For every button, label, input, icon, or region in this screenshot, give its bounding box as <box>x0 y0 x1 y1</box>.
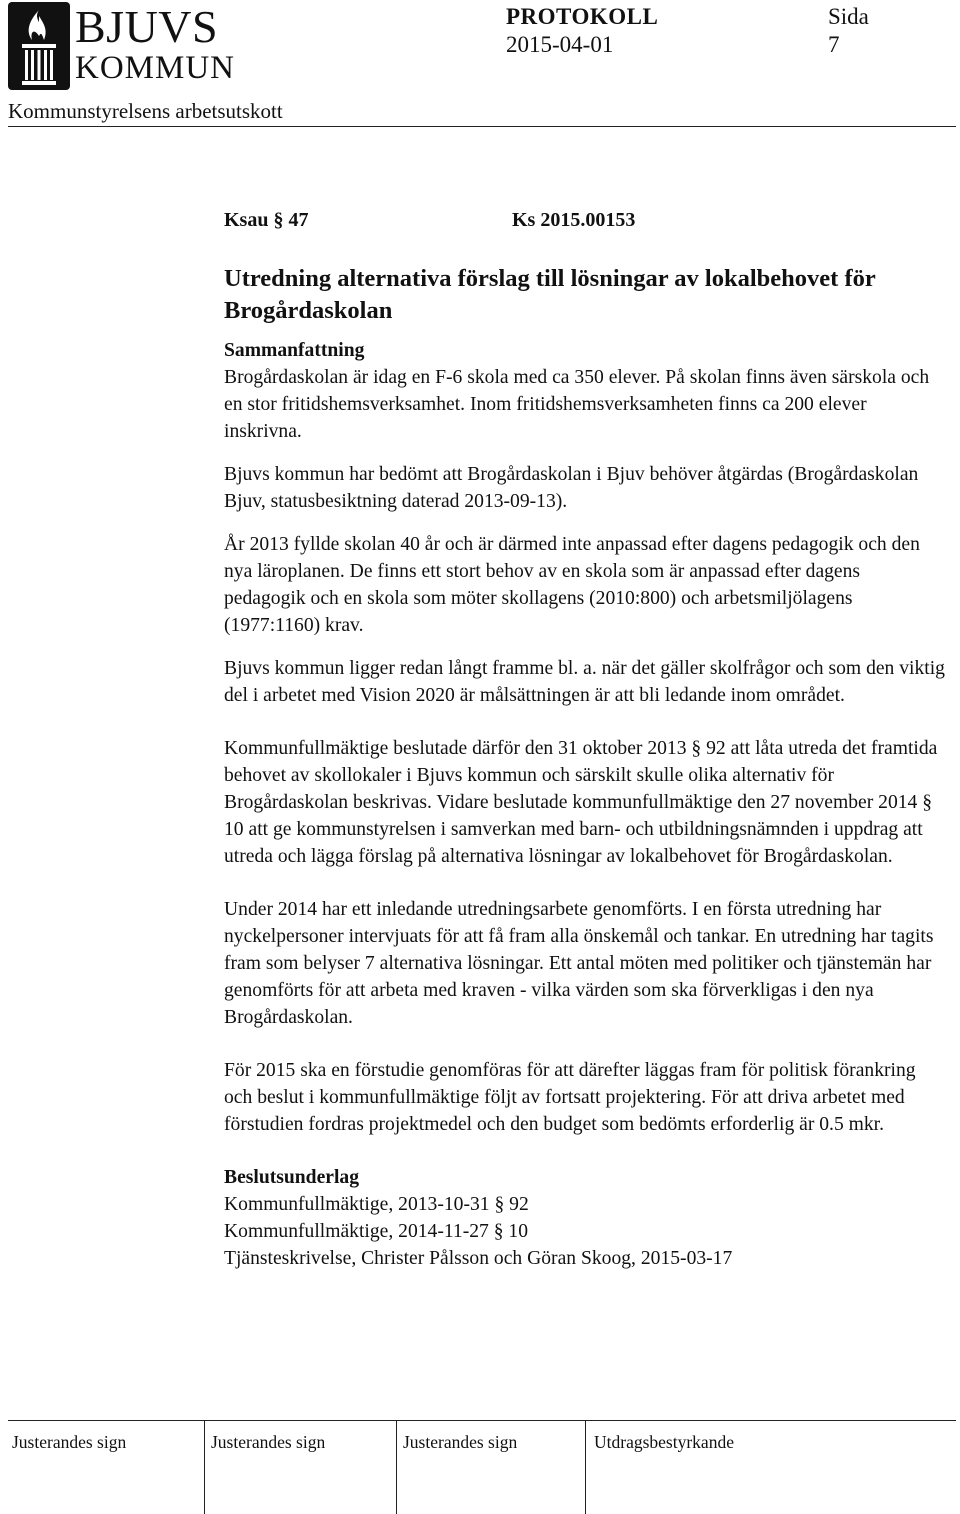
basis-item: Kommunfullmäktige, 2013-10-31 § 92 <box>224 1194 529 1215</box>
case-reference <box>224 207 946 243</box>
case-number: Ks 2015.00153 <box>512 209 636 231</box>
matter-title: Utredning alternativa förslag till lösningar av lokalbehovet för Brogårdaskolan <box>224 265 876 324</box>
adjuster-sign-3: Justerandes sign <box>403 1432 518 1452</box>
footer-column-divider <box>585 1420 586 1514</box>
adjuster-sign-1: Justerandes sign <box>12 1432 127 1452</box>
basis-item: Tjänsteskrivelse, Christer Pålsson och Göran Skoog, 2015-03-17 <box>224 1248 733 1269</box>
summary-paragraph-5: Kommunfullmäktige beslutade därför den 31 oktober 2013 § 92 att låta utreda det framtida behovet av skollokaler i Bjuvs kommun och särskilt skulle olika alternativ för Brogårdaskolan beskrivas. Vidare beslutade kommunfullmäktige den 27 november 2014 § 10 att ge kommunstyrelsen i samverkan med barn- och utbildningsnämnden i uppdrag att utreda och lägga förslag på alternativa lösningar av lokalbehovet för Brogårdaskolan. <box>224 738 938 867</box>
footer-divider <box>8 1420 956 1421</box>
page-number: 7 <box>828 32 840 57</box>
document-type: PROTOKOLL <box>506 4 659 29</box>
logo-brand-name: BJUVS <box>75 1 219 52</box>
committee-name: Kommunstyrelsens arbetsutskott <box>8 99 283 123</box>
summary-paragraph-7: För 2015 ska en förstudie genomföras för att därefter läggas fram för politisk förankring och beslut i kommunfullmäktige följt av fortsatt projektering. För att driva arbetet med förstudien fordras projektmedel och den budget som bedömts erforderlig är 0.5 mkr. <box>224 1060 916 1135</box>
summary-paragraph-4: Bjuvs kommun ligger redan långt framme bl. a. när det gäller skolfrågor och som den viktig del i arbetet med Vision 2020 är målsättningen är att bli ledande inom området. <box>224 658 945 706</box>
adjuster-sign-2: Justerandes sign <box>211 1432 326 1452</box>
logo-brand-subtitle: KOMMUN <box>75 50 236 86</box>
summary-paragraph-2: Bjuvs kommun har bedömt att Brogårdaskolan i Bjuv behöver åtgärdas (Brogårdaskolan Bjuv, statusbesiktning daterad 2013-09-13). <box>224 464 919 512</box>
torch-emblem-icon <box>8 2 70 90</box>
footer-column-divider <box>396 1420 397 1514</box>
basis-heading: Beslutsunderlag <box>224 1167 360 1188</box>
footer-column-divider <box>204 1420 205 1514</box>
basis-item: Kommunfullmäktige, 2014-11-27 § 10 <box>224 1221 529 1242</box>
paragraph-reference: Ksau § 47 <box>224 209 309 231</box>
protocol-body <box>224 202 946 1272</box>
summary-heading: Sammanfattning <box>224 340 365 361</box>
signature-footer <box>0 1420 960 1514</box>
document-date: 2015-04-01 <box>506 32 614 57</box>
summary-paragraph-6: Under 2014 har ett inledande utredningsarbete genomförts. I en första utredning har nyckelpersoner intervjuats för att få fram alla önskemål och tankar. En utredning har tagits fram som belyser 7 alternativa lösningar. Ett antal möten med politiker och tjänstemän har genomförts för att arbeta med kraven - vilka värden som ska förverkligas i den nya Brogårdaskolan. <box>224 899 934 1028</box>
header-divider <box>8 126 956 127</box>
summary-paragraph-1: Brogårdaskolan är idag en F-6 skola med ca 350 elever. På skolan finns även särskola och en stor fritidshemsverksamhet. Inom fritidshemsverksamheten finns ca 200 elever inskrivna. <box>224 367 930 442</box>
extract-certification: Utdragsbestyrkande <box>594 1432 734 1452</box>
page-label: Sida <box>828 4 869 29</box>
municipality-logo <box>8 2 248 90</box>
summary-paragraph-3: År 2013 fyllde skolan 40 år och är därmed inte anpassad efter dagens pedagogik och den nya läroplanen. De finns ett stort behov av en skola som är anpassad efter dagens pedagogik och en skola som möter skollagens (2010:800) och arbetsmiljölagens (1977:1160) krav. <box>224 534 920 636</box>
